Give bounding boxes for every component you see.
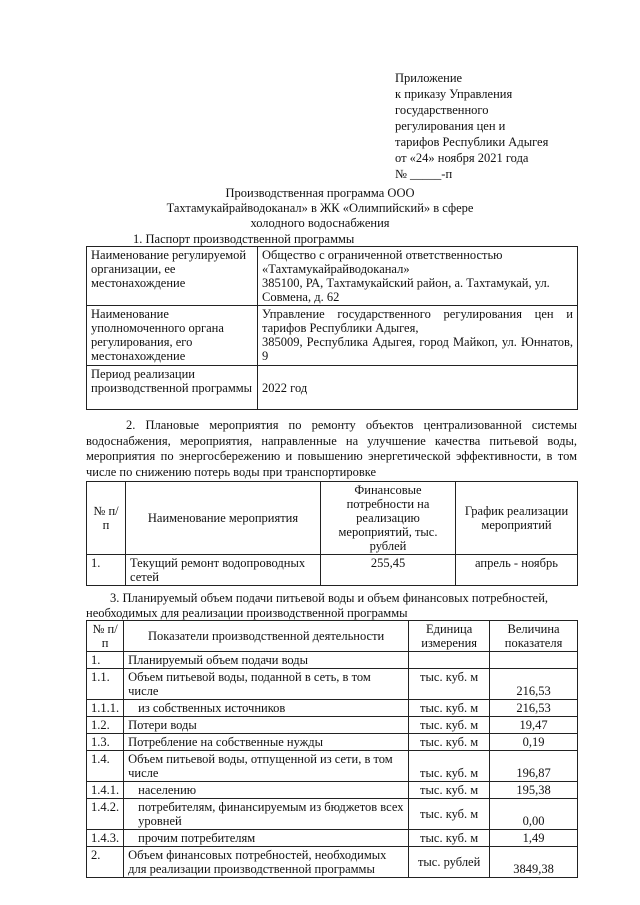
cell-name: населению bbox=[124, 782, 409, 799]
table-header-row bbox=[87, 482, 578, 555]
cell-schedule: апрель - ноябрь bbox=[456, 555, 578, 586]
passport-value: 2022 год bbox=[258, 366, 578, 410]
col-schedule-header: График реализации мероприятий bbox=[456, 482, 578, 555]
cell-name: Планируемый объем подачи воды bbox=[124, 652, 409, 669]
cell-num: 1.2. bbox=[87, 717, 124, 734]
document-title bbox=[40, 186, 600, 231]
table-row bbox=[87, 700, 578, 717]
cell-value: 216,53 bbox=[490, 700, 578, 717]
title-line-1: Производственная программа ООО bbox=[225, 186, 415, 200]
col-finance-header: Финансовые потребности на реализацию мероприятий, тыс. рублей bbox=[321, 482, 456, 555]
cell-unit: тыс. куб. м bbox=[409, 669, 490, 700]
table-row bbox=[87, 830, 578, 847]
cell-value: 216,53 bbox=[490, 669, 578, 700]
cell-name: Объем питьевой воды, отпущенной из сети, в том числе bbox=[124, 751, 409, 782]
appendix-line: регулирования цен и bbox=[395, 119, 506, 133]
cell-value: 196,87 bbox=[490, 751, 578, 782]
cell-num: 1.4.3. bbox=[87, 830, 124, 847]
cell-value: 1,49 bbox=[490, 830, 578, 847]
section1-heading: 1. Паспорт производственной программы bbox=[133, 232, 355, 246]
appendix-line: Приложение bbox=[395, 71, 463, 85]
passport-value-line: 385100, РА, Тахтамукайский район, а. Тахтамукай, ул. Совмена, д. 62 bbox=[262, 276, 550, 304]
cell-unit: тыс. куб. м bbox=[409, 751, 490, 782]
cell-name: Текущий ремонт водопроводных сетей bbox=[126, 555, 321, 586]
appendix-line: к приказу Управления bbox=[395, 87, 513, 101]
cell-num: 1.4. bbox=[87, 751, 124, 782]
measures-table bbox=[86, 481, 578, 586]
passport-value-line: Управление государственного регулирования цен и тарифов Республики Адыгея, bbox=[262, 307, 573, 335]
passport-label: Период реализации производственной программы bbox=[87, 366, 258, 410]
cell-num: 1.1. bbox=[87, 669, 124, 700]
cell-name: прочим потребителям bbox=[124, 830, 409, 847]
table-row bbox=[87, 555, 578, 586]
passport-value-line: 385009, Республика Адыгея, город Майкоп, ул. Юннатов, 9 bbox=[262, 335, 573, 363]
indicators-table bbox=[86, 620, 578, 878]
cell-name: потребителям, финансируемым из бюджетов всех уровней bbox=[124, 799, 409, 830]
cell-unit: тыс. куб. м bbox=[409, 717, 490, 734]
cell-num: 2. bbox=[87, 847, 124, 878]
cell-num: 1. bbox=[87, 652, 124, 669]
cell-unit: тыс. куб. м bbox=[409, 700, 490, 717]
title-line-3: холодного водоснабжения bbox=[250, 216, 390, 230]
section2-paragraph: 2. Плановые мероприятия по ремонту объектов централизованной системы водоснабжения, мероприятия, направленные на улучшение качества питьевой воды, мероприятия по энергосбережению и повышению энергетической эффективности, в том числе по снижению потерь воды при транспортировке bbox=[86, 418, 577, 479]
passport-value-line: Общество с ограниченной ответственностью «Тахтамукайрайводоканал» bbox=[262, 248, 503, 276]
appendix-line: государственного bbox=[395, 103, 489, 117]
table-row bbox=[87, 717, 578, 734]
passport-label: Наименование регулируемой организации, ее местонахождение bbox=[87, 247, 258, 306]
section3-heading-2: необходимых для реализации производственной программы bbox=[86, 606, 408, 620]
col-num-header: № п/п bbox=[87, 482, 126, 555]
cell-name: Объем финансовых потребностей, необходимых для реализации производственной программы bbox=[124, 847, 409, 878]
cell-name: из собственных источников bbox=[124, 700, 409, 717]
appendix-line: от «24» ноября 2021 года bbox=[395, 151, 529, 165]
cell-num: 1.4.2. bbox=[87, 799, 124, 830]
cell-unit: тыс. куб. м bbox=[409, 830, 490, 847]
cell-value: 19,47 bbox=[490, 717, 578, 734]
passport-value bbox=[258, 306, 578, 366]
col-unit-header: Единица измерения bbox=[409, 621, 490, 652]
cell-value: 0,19 bbox=[490, 734, 578, 751]
cell-unit: тыс. куб. м bbox=[409, 734, 490, 751]
col-indicator-header: Показатели производственной деятельности bbox=[124, 621, 409, 652]
section3-heading-1: 3. Планируемый объем подачи питьевой воды и объем финансовых потребностей, bbox=[110, 591, 549, 605]
cell-name: Потребление на собственные нужды bbox=[124, 734, 409, 751]
passport-table bbox=[86, 246, 578, 410]
cell-unit bbox=[409, 652, 490, 669]
cell-name: Объем питьевой воды, поданной в сеть, в том числе bbox=[124, 669, 409, 700]
table-header-row bbox=[87, 621, 578, 652]
cell-value: 0,00 bbox=[490, 799, 578, 830]
title-line-2: Тахтамукайрайводоканал» в ЖК «Олимпийский» в сфере bbox=[166, 201, 474, 215]
table-row bbox=[87, 799, 578, 830]
col-value-header: Величина показателя bbox=[490, 621, 578, 652]
cell-num: 1.1.1. bbox=[87, 700, 124, 717]
cell-value: 195,38 bbox=[490, 782, 578, 799]
cell-num: 1. bbox=[87, 555, 126, 586]
cell-num: 1.4.1. bbox=[87, 782, 124, 799]
table-row bbox=[87, 366, 578, 410]
table-row bbox=[87, 847, 578, 878]
appendix-line: тарифов Республики Адыгея bbox=[395, 135, 549, 149]
cell-name: Потери воды bbox=[124, 717, 409, 734]
table-row bbox=[87, 306, 578, 366]
cell-unit: тыс. куб. м bbox=[409, 782, 490, 799]
cell-num: 1.3. bbox=[87, 734, 124, 751]
table-row bbox=[87, 782, 578, 799]
cell-value bbox=[490, 652, 578, 669]
table-row bbox=[87, 669, 578, 700]
table-row bbox=[87, 751, 578, 782]
col-num-header: № п/п bbox=[87, 621, 124, 652]
section2-text bbox=[86, 418, 577, 480]
cell-unit: тыс. куб. м bbox=[409, 799, 490, 830]
table-row bbox=[87, 247, 578, 306]
appendix-line: № _____-п bbox=[395, 167, 453, 181]
cell-unit: тыс. рублей bbox=[409, 847, 490, 878]
passport-value bbox=[258, 247, 578, 306]
col-name-header: Наименование мероприятия bbox=[126, 482, 321, 555]
cell-value: 3849,38 bbox=[490, 847, 578, 878]
table-row bbox=[87, 652, 578, 669]
cell-finance: 255,45 bbox=[321, 555, 456, 586]
appendix-block bbox=[395, 70, 625, 182]
passport-label: Наименование уполномоченного органа регулирования, его местонахождение bbox=[87, 306, 258, 366]
table-row bbox=[87, 734, 578, 751]
